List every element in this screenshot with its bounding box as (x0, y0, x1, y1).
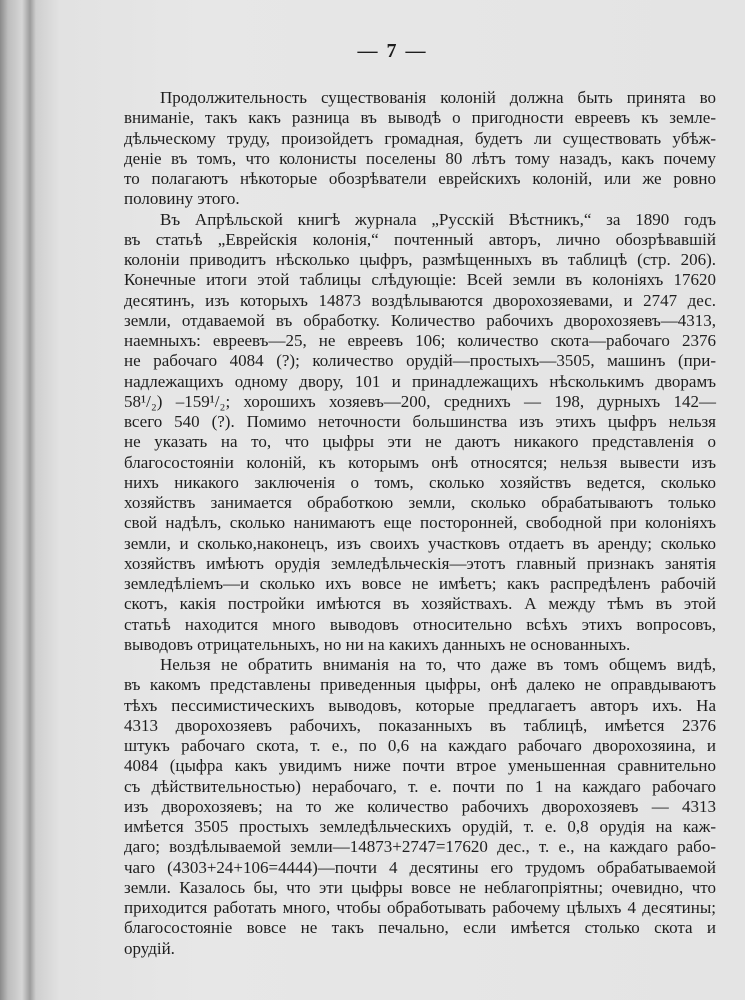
text-line: половину этого. (124, 189, 240, 209)
text-line: дѣльческому труду, произойдетъ громадная, будетъ ли существовать убѣж- (124, 128, 716, 148)
text-line: не рабочаго 4084 (?); количество орудій—простыхъ—3505, машинъ (при- (124, 351, 716, 371)
text-line: статьѣ находится много выводовъ относительно всѣхъ этихъ вопросовъ, (124, 614, 716, 634)
text-line: земли, и сколько,наконецъ, изъ своихъ участковъ отдаетъ въ аренду; сколько (124, 533, 716, 553)
page-number: — 7 — (357, 40, 428, 62)
text-line: земледѣліемъ—и сколько ихъ вовсе не имѣетъ; какъ распредѣленъ рабочій (124, 574, 716, 593)
text-line: не указать на то, что цыфры эти не даютъ никакого представленія о (124, 432, 716, 452)
body-text (124, 88, 716, 959)
text-line: наемныхъ: евреевъ—25, не евреевъ 106; количество скота—рабочаго 2376 (124, 331, 716, 350)
text-line: благосостояніи колоній, къ которымъ онѣ относятся; нельзя вывести изъ (124, 452, 716, 472)
text-line: десятинъ, изъ которыхъ 14873 воздѣлываются дворохозяевами, и 2747 дес. (124, 290, 716, 310)
text-line: всего 540 (?). Помимо неточности большинства изъ этихъ цыфръ нельзя (124, 412, 716, 431)
text-line: въ статьѣ „Еврейскія колонія,“ почтенный авторъ, лично обозрѣвавшій (124, 229, 716, 249)
paragraph (124, 88, 716, 210)
text-line: земли. Казалось бы, что эти цыфры вовсе не неблагопріятны; очевидно, что (124, 877, 716, 897)
text-line: земли, отдаваемой въ обработку. Количество рабочихъ дворохозяевъ—4313, (124, 310, 716, 330)
text-line: тѣхъ пессимистическихъ выводовъ, которые предлагаетъ авторъ ихъ. На (124, 695, 716, 715)
text-line: то полагаютъ нѣкоторые обозрѣватели еврейскихъ колоній, или же ровно (124, 169, 716, 188)
text-line: хозяйствъ занимается обработкою земли, сколько обрабатываютъ только (124, 493, 716, 512)
text-line: чаго (4303+24+106=4444)—почти 4 десятины его трудомъ обрабатываемой (124, 857, 716, 877)
text-line: Продолжительность существованія колоній должна быть принята во (160, 88, 716, 107)
paragraph (124, 210, 716, 656)
text-line: 4084 (цыфра какъ увидимъ ниже почти втрое уменьшенная сравнительно (124, 756, 716, 776)
text-line: благосостояніе вовсе не такъ печально, если имѣется столько скота и (124, 918, 716, 938)
text-line: скотъ, какія постройки имѣются въ хозяйствахъ. А между тѣмъ въ этой (124, 594, 716, 614)
paragraph (124, 655, 716, 959)
text-line: съ дѣйствительностью) нерабочаго, т. е. почти по 1 на каждаго рабочаго (124, 776, 716, 796)
text-line: надлежащихъ одному двору, 101 и принадлежащихъ нѣсколькимъ дворамъ (124, 371, 716, 391)
text-line: нихъ никакого заключенія о томъ, сколько хозяйствъ ведется, сколько (124, 472, 716, 492)
text-line: 58¹/₂) –159¹/₂; хорошихъ хозяевъ—200, среднихъ — 198, дурныхъ 142— (124, 391, 716, 411)
text-line: даго; воздѣлываемой земли—14873+2747=17620 дес., т. е., на каждаго рабо- (124, 837, 716, 857)
text-line: въ какомъ представлены приведенныя цыфры, онѣ далеко не оправдываютъ (124, 675, 716, 695)
text-line: 4313 дворохозяевъ рабочихъ, показанныхъ въ таблицѣ, имѣется 2376 (124, 715, 716, 735)
text-line: свой надѣлъ, сколько нанимаютъ еще посторонней, свободной при колоніяхъ (124, 513, 716, 533)
text-line: деніе въ томъ, что колонисты поселены 80 лѣтъ тому назадъ, какъ почему (124, 148, 716, 168)
text-line: орудій. (124, 938, 175, 958)
text-line: колоніи приводитъ нѣсколько цыфръ, размѣщенныхъ въ таблицѣ (стр. 206). (124, 250, 716, 269)
text-line: Нельзя не обратить вниманія на то, что даже въ томъ общемъ видѣ, (160, 655, 716, 674)
text-line: имѣется 3505 простыхъ земледѣльческихъ орудій, т. е. 0,8 орудія на каж- (124, 817, 716, 836)
text-line: приходится работать много, чтобы обработывать рабочему цѣлыхъ 4 десятины; (124, 898, 716, 917)
text-line: вниманіе, такъ какъ разница въ выводѣ о пригодности евреевъ къ земле- (124, 108, 716, 128)
text-line: изъ дворохозяевъ; на то же количество рабочихъ дворохозяевъ — 4313 (124, 796, 716, 816)
text-line: штукъ рабочаго скота, т. е., по 0,6 на каждаго рабочаго дворохозяина, и (124, 736, 716, 755)
text-line: хозяйствъ имѣютъ орудія земледѣльческія—этотъ главный признакъ занятія (124, 553, 716, 573)
text-line: Въ Апрѣльской книгѣ журнала „Русскій Вѣстникъ,“ за 1890 годъ (160, 209, 716, 229)
text-line: Конечные итоги этой таблицы слѣдующіе: Всей земли въ колоніяхъ 17620 (124, 270, 716, 290)
text-line: выводовъ отрицательныхъ, но ни на какихъ данныхъ не основанныхъ. (124, 634, 631, 654)
